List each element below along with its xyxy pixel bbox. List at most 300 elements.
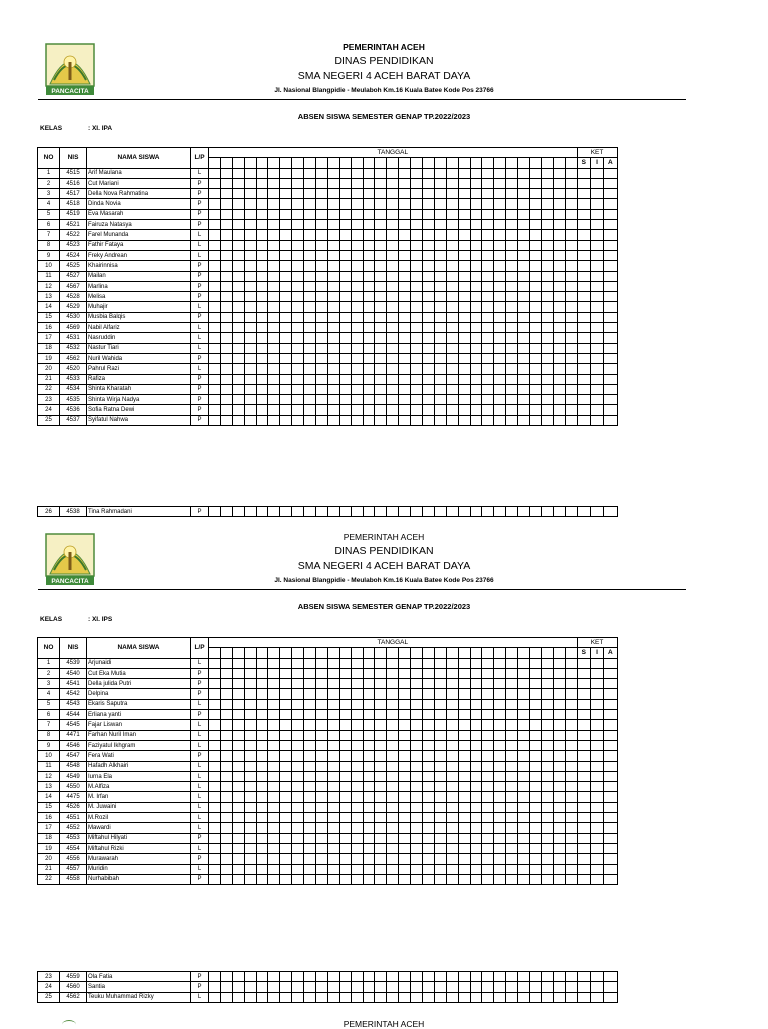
attendance-cell[interactable] [327, 271, 339, 281]
attendance-cell[interactable] [268, 710, 280, 720]
attendance-cell[interactable] [541, 178, 553, 188]
attendance-cell[interactable] [518, 199, 530, 209]
ket-cell[interactable] [604, 668, 617, 678]
attendance-cell[interactable] [553, 864, 565, 874]
attendance-cell[interactable] [268, 353, 280, 363]
attendance-cell[interactable] [256, 261, 268, 271]
ket-cell[interactable] [604, 730, 617, 740]
ket-cell[interactable] [604, 281, 617, 291]
ket-cell[interactable] [604, 689, 617, 699]
attendance-cell[interactable] [434, 679, 446, 689]
attendance-cell[interactable] [423, 771, 435, 781]
attendance-cell[interactable] [565, 302, 577, 312]
attendance-cell[interactable] [244, 384, 256, 394]
attendance-cell[interactable] [316, 271, 328, 281]
attendance-cell[interactable] [256, 710, 268, 720]
attendance-cell[interactable] [423, 199, 435, 209]
ket-cell[interactable] [577, 292, 590, 302]
attendance-cell[interactable] [518, 168, 530, 178]
attendance-cell[interactable] [387, 751, 399, 761]
attendance-cell[interactable] [423, 982, 435, 992]
ket-cell[interactable] [590, 178, 603, 188]
attendance-cell[interactable] [220, 658, 232, 668]
attendance-cell[interactable] [565, 982, 577, 992]
attendance-cell[interactable] [316, 250, 328, 260]
attendance-cell[interactable] [304, 199, 316, 209]
ket-cell[interactable] [590, 782, 603, 792]
attendance-cell[interactable] [280, 668, 292, 678]
attendance-cell[interactable] [565, 220, 577, 230]
attendance-cell[interactable] [553, 823, 565, 833]
attendance-cell[interactable] [280, 761, 292, 771]
attendance-cell[interactable] [304, 353, 316, 363]
attendance-cell[interactable] [423, 751, 435, 761]
attendance-cell[interactable] [375, 771, 387, 781]
attendance-cell[interactable] [470, 782, 482, 792]
attendance-cell[interactable] [280, 415, 292, 425]
attendance-cell[interactable] [316, 802, 328, 812]
attendance-cell[interactable] [530, 333, 542, 343]
attendance-cell[interactable] [339, 168, 351, 178]
ket-cell[interactable] [604, 271, 617, 281]
attendance-cell[interactable] [494, 782, 506, 792]
attendance-cell[interactable] [434, 395, 446, 405]
attendance-cell[interactable] [375, 230, 387, 240]
attendance-cell[interactable] [280, 312, 292, 322]
attendance-cell[interactable] [316, 230, 328, 240]
attendance-cell[interactable] [530, 353, 542, 363]
attendance-cell[interactable] [327, 353, 339, 363]
attendance-cell[interactable] [244, 374, 256, 384]
attendance-cell[interactable] [530, 972, 542, 982]
attendance-cell[interactable] [470, 250, 482, 260]
attendance-cell[interactable] [446, 710, 458, 720]
attendance-cell[interactable] [411, 261, 423, 271]
attendance-cell[interactable] [327, 992, 339, 1002]
attendance-cell[interactable] [446, 333, 458, 343]
attendance-cell[interactable] [280, 771, 292, 781]
attendance-cell[interactable] [565, 168, 577, 178]
attendance-cell[interactable] [220, 395, 232, 405]
attendance-cell[interactable] [280, 972, 292, 982]
attendance-cell[interactable] [351, 864, 363, 874]
attendance-cell[interactable] [209, 992, 221, 1002]
attendance-cell[interactable] [316, 302, 328, 312]
attendance-cell[interactable] [423, 802, 435, 812]
attendance-cell[interactable] [339, 992, 351, 1002]
attendance-cell[interactable] [363, 507, 375, 517]
attendance-cell[interactable] [446, 189, 458, 199]
ket-cell[interactable] [577, 168, 590, 178]
attendance-cell[interactable] [541, 209, 553, 219]
attendance-cell[interactable] [220, 761, 232, 771]
attendance-cell[interactable] [565, 323, 577, 333]
attendance-cell[interactable] [434, 343, 446, 353]
attendance-cell[interactable] [351, 792, 363, 802]
attendance-cell[interactable] [339, 507, 351, 517]
attendance-cell[interactable] [209, 364, 221, 374]
attendance-cell[interactable] [363, 178, 375, 188]
ket-cell[interactable] [577, 813, 590, 823]
attendance-cell[interactable] [375, 699, 387, 709]
attendance-cell[interactable] [327, 261, 339, 271]
attendance-cell[interactable] [292, 323, 304, 333]
attendance-cell[interactable] [209, 679, 221, 689]
attendance-cell[interactable] [363, 730, 375, 740]
attendance-cell[interactable] [399, 353, 411, 363]
attendance-cell[interactable] [280, 864, 292, 874]
attendance-cell[interactable] [541, 240, 553, 250]
attendance-cell[interactable] [530, 395, 542, 405]
attendance-cell[interactable] [423, 972, 435, 982]
attendance-cell[interactable] [304, 802, 316, 812]
attendance-cell[interactable] [494, 292, 506, 302]
attendance-cell[interactable] [446, 982, 458, 992]
attendance-cell[interactable] [304, 668, 316, 678]
attendance-cell[interactable] [232, 333, 244, 343]
attendance-cell[interactable] [423, 353, 435, 363]
attendance-cell[interactable] [244, 189, 256, 199]
attendance-cell[interactable] [280, 240, 292, 250]
attendance-cell[interactable] [280, 792, 292, 802]
attendance-cell[interactable] [280, 751, 292, 761]
attendance-cell[interactable] [458, 782, 470, 792]
attendance-cell[interactable] [387, 823, 399, 833]
attendance-cell[interactable] [351, 168, 363, 178]
attendance-cell[interactable] [530, 168, 542, 178]
attendance-cell[interactable] [423, 720, 435, 730]
ket-cell[interactable] [604, 792, 617, 802]
attendance-cell[interactable] [553, 178, 565, 188]
attendance-cell[interactable] [423, 261, 435, 271]
ket-cell[interactable] [577, 395, 590, 405]
ket-cell[interactable] [577, 823, 590, 833]
ket-cell[interactable] [577, 854, 590, 864]
attendance-cell[interactable] [530, 823, 542, 833]
attendance-cell[interactable] [518, 507, 530, 517]
attendance-cell[interactable] [292, 992, 304, 1002]
attendance-cell[interactable] [375, 720, 387, 730]
attendance-cell[interactable] [518, 220, 530, 230]
attendance-cell[interactable] [506, 240, 518, 250]
attendance-cell[interactable] [339, 178, 351, 188]
attendance-cell[interactable] [446, 874, 458, 884]
attendance-cell[interactable] [434, 740, 446, 750]
attendance-cell[interactable] [506, 364, 518, 374]
ket-cell[interactable] [604, 874, 617, 884]
attendance-cell[interactable] [316, 374, 328, 384]
attendance-cell[interactable] [327, 710, 339, 720]
ket-cell[interactable] [604, 168, 617, 178]
attendance-cell[interactable] [411, 395, 423, 405]
attendance-cell[interactable] [351, 333, 363, 343]
attendance-cell[interactable] [553, 333, 565, 343]
attendance-cell[interactable] [387, 833, 399, 843]
attendance-cell[interactable] [494, 802, 506, 812]
attendance-cell[interactable] [387, 302, 399, 312]
attendance-cell[interactable] [530, 874, 542, 884]
ket-cell[interactable] [604, 250, 617, 260]
attendance-cell[interactable] [399, 823, 411, 833]
attendance-cell[interactable] [506, 323, 518, 333]
attendance-cell[interactable] [565, 874, 577, 884]
attendance-cell[interactable] [316, 823, 328, 833]
attendance-cell[interactable] [446, 323, 458, 333]
attendance-cell[interactable] [256, 854, 268, 864]
attendance-cell[interactable] [209, 823, 221, 833]
attendance-cell[interactable] [470, 384, 482, 394]
attendance-cell[interactable] [339, 209, 351, 219]
attendance-cell[interactable] [530, 813, 542, 823]
attendance-cell[interactable] [553, 679, 565, 689]
attendance-cell[interactable] [399, 395, 411, 405]
attendance-cell[interactable] [316, 710, 328, 720]
attendance-cell[interactable] [553, 199, 565, 209]
attendance-cell[interactable] [316, 982, 328, 992]
attendance-cell[interactable] [220, 982, 232, 992]
attendance-cell[interactable] [280, 982, 292, 992]
attendance-cell[interactable] [541, 271, 553, 281]
attendance-cell[interactable] [482, 874, 494, 884]
attendance-cell[interactable] [220, 384, 232, 394]
attendance-cell[interactable] [470, 333, 482, 343]
attendance-cell[interactable] [256, 415, 268, 425]
attendance-cell[interactable] [220, 271, 232, 281]
attendance-cell[interactable] [220, 220, 232, 230]
attendance-cell[interactable] [518, 178, 530, 188]
attendance-cell[interactable] [268, 992, 280, 1002]
attendance-cell[interactable] [339, 658, 351, 668]
attendance-cell[interactable] [530, 668, 542, 678]
attendance-cell[interactable] [363, 782, 375, 792]
attendance-cell[interactable] [375, 992, 387, 1002]
attendance-cell[interactable] [458, 209, 470, 219]
attendance-cell[interactable] [363, 710, 375, 720]
attendance-cell[interactable] [327, 323, 339, 333]
attendance-cell[interactable] [411, 972, 423, 982]
attendance-cell[interactable] [446, 992, 458, 1002]
attendance-cell[interactable] [280, 802, 292, 812]
attendance-cell[interactable] [399, 405, 411, 415]
attendance-cell[interactable] [434, 874, 446, 884]
attendance-cell[interactable] [256, 292, 268, 302]
attendance-cell[interactable] [423, 333, 435, 343]
attendance-cell[interactable] [292, 281, 304, 291]
attendance-cell[interactable] [553, 261, 565, 271]
ket-cell[interactable] [590, 982, 603, 992]
attendance-cell[interactable] [268, 271, 280, 281]
attendance-cell[interactable] [399, 730, 411, 740]
ket-cell[interactable] [577, 230, 590, 240]
attendance-cell[interactable] [280, 189, 292, 199]
attendance-cell[interactable] [506, 178, 518, 188]
attendance-cell[interactable] [220, 874, 232, 884]
ket-cell[interactable] [604, 323, 617, 333]
attendance-cell[interactable] [256, 302, 268, 312]
attendance-cell[interactable] [482, 199, 494, 209]
attendance-cell[interactable] [304, 415, 316, 425]
attendance-cell[interactable] [399, 333, 411, 343]
attendance-cell[interactable] [375, 189, 387, 199]
attendance-cell[interactable] [530, 312, 542, 322]
attendance-cell[interactable] [411, 823, 423, 833]
attendance-cell[interactable] [458, 302, 470, 312]
attendance-cell[interactable] [375, 710, 387, 720]
attendance-cell[interactable] [411, 802, 423, 812]
attendance-cell[interactable] [482, 720, 494, 730]
attendance-cell[interactable] [316, 189, 328, 199]
attendance-cell[interactable] [363, 823, 375, 833]
attendance-cell[interactable] [423, 189, 435, 199]
attendance-cell[interactable] [399, 323, 411, 333]
attendance-cell[interactable] [339, 353, 351, 363]
attendance-cell[interactable] [387, 761, 399, 771]
attendance-cell[interactable] [232, 864, 244, 874]
attendance-cell[interactable] [339, 343, 351, 353]
ket-cell[interactable] [604, 415, 617, 425]
attendance-cell[interactable] [553, 843, 565, 853]
attendance-cell[interactable] [304, 992, 316, 1002]
attendance-cell[interactable] [375, 292, 387, 302]
attendance-cell[interactable] [220, 302, 232, 312]
attendance-cell[interactable] [506, 874, 518, 884]
attendance-cell[interactable] [220, 168, 232, 178]
attendance-cell[interactable] [530, 384, 542, 394]
attendance-cell[interactable] [553, 281, 565, 291]
attendance-cell[interactable] [268, 813, 280, 823]
attendance-cell[interactable] [494, 864, 506, 874]
attendance-cell[interactable] [327, 405, 339, 415]
attendance-cell[interactable] [256, 168, 268, 178]
attendance-cell[interactable] [351, 292, 363, 302]
attendance-cell[interactable] [553, 209, 565, 219]
attendance-cell[interactable] [458, 730, 470, 740]
attendance-cell[interactable] [256, 813, 268, 823]
attendance-cell[interactable] [434, 302, 446, 312]
attendance-cell[interactable] [363, 323, 375, 333]
attendance-cell[interactable] [363, 333, 375, 343]
ket-cell[interactable] [604, 679, 617, 689]
attendance-cell[interactable] [470, 271, 482, 281]
attendance-cell[interactable] [565, 823, 577, 833]
attendance-cell[interactable] [316, 740, 328, 750]
attendance-cell[interactable] [363, 833, 375, 843]
attendance-cell[interactable] [530, 507, 542, 517]
attendance-cell[interactable] [494, 323, 506, 333]
attendance-cell[interactable] [304, 333, 316, 343]
attendance-cell[interactable] [458, 699, 470, 709]
attendance-cell[interactable] [411, 658, 423, 668]
attendance-cell[interactable] [553, 689, 565, 699]
attendance-cell[interactable] [304, 689, 316, 699]
attendance-cell[interactable] [565, 353, 577, 363]
attendance-cell[interactable] [316, 668, 328, 678]
attendance-cell[interactable] [530, 689, 542, 699]
attendance-cell[interactable] [470, 874, 482, 884]
attendance-cell[interactable] [482, 761, 494, 771]
attendance-cell[interactable] [268, 302, 280, 312]
attendance-cell[interactable] [304, 833, 316, 843]
attendance-cell[interactable] [530, 261, 542, 271]
attendance-cell[interactable] [256, 699, 268, 709]
ket-cell[interactable] [590, 771, 603, 781]
attendance-cell[interactable] [292, 843, 304, 853]
attendance-cell[interactable] [292, 864, 304, 874]
attendance-cell[interactable] [541, 415, 553, 425]
attendance-cell[interactable] [423, 220, 435, 230]
attendance-cell[interactable] [494, 982, 506, 992]
attendance-cell[interactable] [553, 302, 565, 312]
attendance-cell[interactable] [530, 740, 542, 750]
attendance-cell[interactable] [327, 199, 339, 209]
attendance-cell[interactable] [256, 771, 268, 781]
attendance-cell[interactable] [470, 209, 482, 219]
attendance-cell[interactable] [530, 771, 542, 781]
attendance-cell[interactable] [316, 658, 328, 668]
attendance-cell[interactable] [434, 374, 446, 384]
attendance-cell[interactable] [518, 384, 530, 394]
attendance-cell[interactable] [351, 740, 363, 750]
attendance-cell[interactable] [423, 833, 435, 843]
attendance-cell[interactable] [375, 507, 387, 517]
attendance-cell[interactable] [292, 874, 304, 884]
ket-cell[interactable] [604, 395, 617, 405]
attendance-cell[interactable] [232, 178, 244, 188]
attendance-cell[interactable] [506, 782, 518, 792]
attendance-cell[interactable] [327, 395, 339, 405]
attendance-cell[interactable] [458, 771, 470, 781]
attendance-cell[interactable] [375, 689, 387, 699]
attendance-cell[interactable] [565, 992, 577, 1002]
attendance-cell[interactable] [232, 312, 244, 322]
attendance-cell[interactable] [506, 854, 518, 864]
attendance-cell[interactable] [316, 689, 328, 699]
attendance-cell[interactable] [351, 658, 363, 668]
attendance-cell[interactable] [304, 178, 316, 188]
attendance-cell[interactable] [470, 864, 482, 874]
attendance-cell[interactable] [446, 405, 458, 415]
attendance-cell[interactable] [351, 679, 363, 689]
attendance-cell[interactable] [244, 178, 256, 188]
attendance-cell[interactable] [256, 353, 268, 363]
attendance-cell[interactable] [280, 710, 292, 720]
attendance-cell[interactable] [268, 792, 280, 802]
attendance-cell[interactable] [399, 854, 411, 864]
attendance-cell[interactable] [541, 250, 553, 260]
attendance-cell[interactable] [482, 323, 494, 333]
ket-cell[interactable] [577, 699, 590, 709]
attendance-cell[interactable] [220, 230, 232, 240]
attendance-cell[interactable] [232, 740, 244, 750]
attendance-cell[interactable] [280, 384, 292, 394]
attendance-cell[interactable] [220, 405, 232, 415]
attendance-cell[interactable] [327, 854, 339, 864]
attendance-cell[interactable] [541, 874, 553, 884]
attendance-cell[interactable] [506, 261, 518, 271]
attendance-cell[interactable] [470, 982, 482, 992]
attendance-cell[interactable] [268, 507, 280, 517]
attendance-cell[interactable] [530, 843, 542, 853]
attendance-cell[interactable] [541, 854, 553, 864]
attendance-cell[interactable] [304, 782, 316, 792]
attendance-cell[interactable] [423, 874, 435, 884]
attendance-cell[interactable] [316, 507, 328, 517]
attendance-cell[interactable] [411, 710, 423, 720]
attendance-cell[interactable] [446, 679, 458, 689]
attendance-cell[interactable] [304, 792, 316, 802]
ket-cell[interactable] [590, 292, 603, 302]
attendance-cell[interactable] [446, 220, 458, 230]
